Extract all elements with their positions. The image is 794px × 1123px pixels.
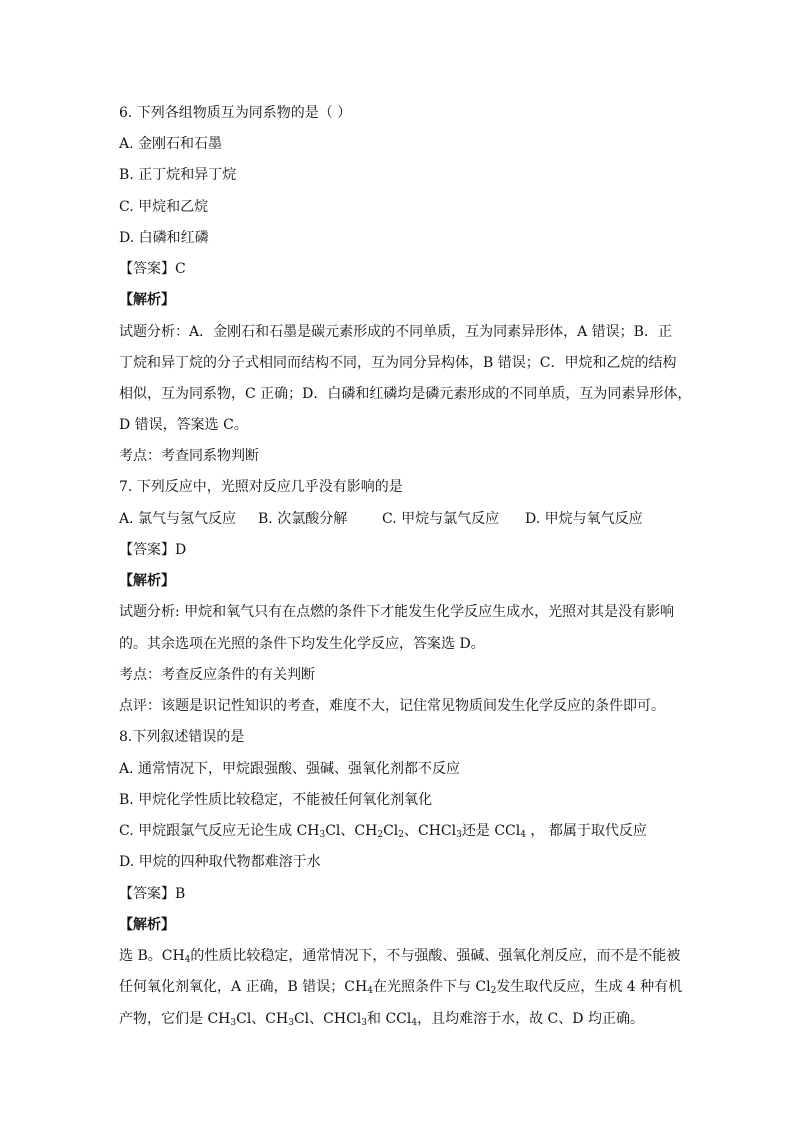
subscript: 3 — [288, 1018, 294, 1028]
q8-option-b: B. 甲烷化学性质比较稳定，不能被任何氧化剂氧化 — [119, 792, 433, 808]
q8-option-c — [119, 822, 679, 840]
q7-answer: 【答案】D — [119, 542, 187, 558]
q6-stem: 6. 下列各组物质互为同系物的是（ ） — [119, 105, 352, 121]
q6-option-d: D. 白磷和红磷 — [119, 230, 209, 246]
q6-analysis-line-1: 试题分析：A．金刚石和石墨是碳元素形成的不同单质，互为同素异形体，A 错误；B．正 — [119, 324, 672, 340]
q8-option-c-text: Cl — [383, 823, 399, 839]
q6-analysis-label: 【解析】 — [119, 292, 175, 308]
subscript: 3 — [319, 830, 326, 840]
q8-analysis-label: 【解析】 — [119, 917, 175, 933]
q7-analysis-line-2: 的。其余选项在光照的条件下均发生化学反应，答案选 D。 — [119, 636, 485, 652]
q6-analysis-line-3: 相似，互为同系物，C 正确；D．白磷和红磷均是磷元素形成的不同单质，互为同素异形体， — [119, 386, 692, 402]
q8-option-c-text: 还是 CCl — [461, 823, 521, 839]
analysis-text: 的性质比较稳定，通常情况下，不与强酸、强碱、强氧化剂反应，而不是不能被 — [190, 948, 681, 964]
subscript: 4 — [184, 955, 191, 965]
analysis-text: 和 CCl — [367, 1011, 412, 1027]
q8-analysis-line-3 — [119, 1010, 679, 1028]
subscript: 4 — [520, 830, 526, 840]
q6-option-a: A. 金刚石和石墨 — [119, 136, 223, 152]
q8-analysis-line-1 — [119, 947, 679, 965]
q6-option-c: C. 甲烷和乙烷 — [119, 199, 209, 215]
analysis-text: Cl、CH — [236, 1011, 289, 1027]
q8-stem: 8.下列叙述错误的是 — [119, 729, 245, 745]
q8-option-d: D. 甲烷的四种取代物都难溶于水 — [119, 854, 321, 870]
analysis-text: 产物，它们是 CH — [119, 1011, 231, 1027]
q7-option-c: C. 甲烷与氯气反应 — [382, 511, 500, 527]
q7-stem: 7. 下列反应中，光照对反应几乎没有影响的是 — [119, 479, 403, 495]
subscript: 4 — [411, 1018, 418, 1028]
analysis-text: 选 B。CH — [119, 948, 185, 964]
q7-option-d: D. 甲烷与氧气反应 — [525, 511, 643, 527]
q6-analysis-line-2: 丁烷和异丁烷的分子式相同而结构不同，互为同分异构体，B 错误；C．甲烷和乙烷的结构 — [119, 355, 677, 371]
q8-analysis-line-2 — [119, 978, 683, 996]
q8-option-a: A. 通常情况下，甲烷跟强酸、强碱、强氧化剂都不反应 — [119, 761, 461, 777]
analysis-text: 在光照条件下与 Cl — [372, 979, 491, 995]
subscript: 3 — [361, 1018, 368, 1028]
analysis-text: ，且均难溶于水，故 C、D 均正确。 — [417, 1011, 644, 1027]
q7-analysis-line-1: 试题分析: 甲烷和氧气只有在点燃的条件下才能发生化学反应生成水，光照对其是没有影响 — [119, 604, 675, 620]
q7-kaodian: 考点：考查反应条件的有关判断 — [119, 667, 315, 683]
q6-option-b: B. 正丁烷和异丁烷 — [119, 167, 237, 183]
subscript: 2 — [490, 986, 497, 996]
analysis-text: 发生取代反应，生成 4 种有机 — [496, 979, 683, 995]
q7-dianping: 点评：该题是识记性知识的考查，难度不大，记住常见物质间发生化学反应的条件即可。 — [119, 698, 665, 714]
q8-option-c-text: Cl、CH — [325, 823, 378, 839]
q7-option-a: A. 氯气与氢气反应 — [119, 511, 237, 527]
subscript: 4 — [367, 986, 373, 996]
q8-option-c-text: 、CHCl — [404, 823, 457, 839]
subscript: 2 — [398, 830, 405, 840]
q8-option-c-text: C. 甲烷跟氯气反应无论生成 CH — [119, 823, 320, 839]
analysis-text: 任何氧化剂氧化，A 正确，B 错误；CH — [119, 979, 368, 995]
q6-answer: 【答案】C — [119, 261, 186, 277]
q6-analysis-line-4: D 错误，答案选 C。 — [119, 417, 248, 433]
subscript: 3 — [456, 830, 462, 840]
q8-option-c-text: ， 都属于取代反应 — [525, 823, 647, 839]
q7-option-b: B. 次氯酸分解 — [258, 511, 348, 527]
q7-analysis-label: 【解析】 — [119, 573, 175, 589]
q8-answer: 【答案】B — [119, 886, 186, 902]
q6-kaodian: 考点：考查同系物判断 — [119, 448, 259, 464]
subscript: 3 — [230, 1018, 237, 1028]
analysis-text: Cl、CHCl — [293, 1011, 362, 1027]
subscript: 2 — [377, 830, 384, 840]
